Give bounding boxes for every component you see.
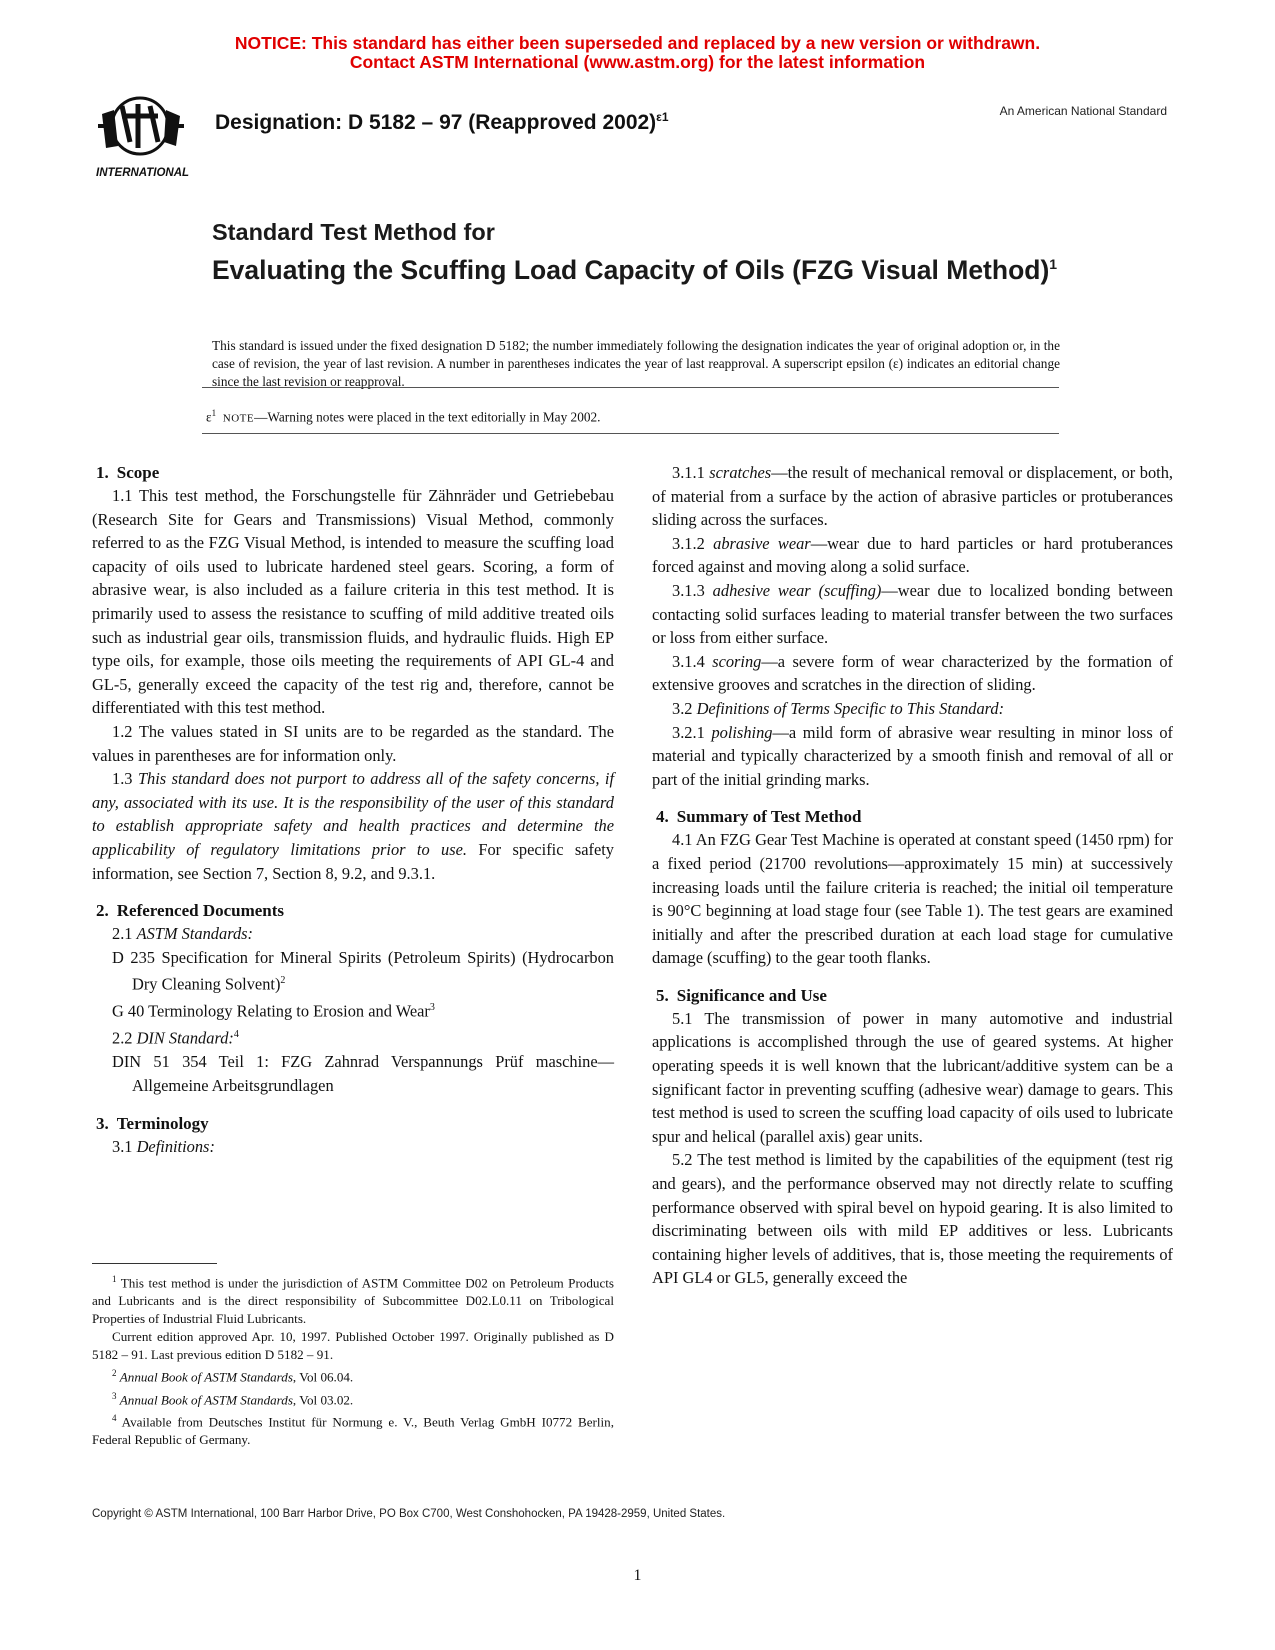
ref-d235 [92,946,614,997]
page-number: 1 [633,1567,642,1584]
section-title: Scope [116,463,160,482]
supersession-notice [0,34,1275,72]
footnote-mark: 1 [112,1274,117,1284]
reference-text: D 235 Specification for Mineral Spirits (Petroleum Spirits) (Hydrocarbon Dry Cleaning Solvent) [112,947,614,994]
section-5-heading [652,984,1173,1007]
issue-statement: This standard is issued under the fixed designation D 5182; the number immediately following the designation indicates the year of original adoption or, in the case of revision, the year of last revision. A number in parentheses indicates the year of last reapproval. A superscript epsilon (ε) indicates an editorial change since the last revision or reapproval. [212,338,1060,389]
para-4-1: 4.1 An FZG Gear Test Machine is operated at constant speed (1450 rpm) for a fixed period (21700 revolutions—approximately 15 min) at successively increasing loads until the failure criteria is reached; the initial oil temperature is 90°C beginning at load stage four (see Table 1). The test gears are examined initially and after the prescribed duration at each load stage for cumulative damage (scuffing) to the gear tooth flanks. [652,830,1173,968]
para-number: 3.1.1 [672,463,710,482]
definition: —wear due to localized bonding between contacting solid surfaces leading to material transfer between the two surfaces or loss from either surface. [652,580,1173,648]
section-number: 1. [96,463,109,482]
definition: —a mild form of abrasive wear resulting in minor loss of material and typically characterized by a smooth finish and removal of all or part of the initial grinding marks. [652,722,1173,789]
term: scratches [709,463,772,482]
national-standard-label: An American National Standard [999,104,1167,118]
para-number: 1.3 [112,769,138,789]
footnote-text: Available from Deutsches Institut für Normung e. V., Beuth Verlag GmbH I0772 Berlin, Federal Republic of Germany. [92,1414,614,1448]
para-1-3 [92,767,614,885]
section-3-heading [92,1112,614,1135]
safety-caveat: This standard does not purport to address all of the safety concerns, if any, associated with its use. It is the responsibility of the user of this standard to establish appropriate safety and health practices and determine the applicability of regulatory limitations prior to use. [92,769,614,859]
term: scoring [712,651,762,671]
para-number: 3.1 [112,1136,137,1156]
footnote-mark: 2 [112,1368,117,1379]
title-line-1: Standard Test Method for [212,219,495,245]
footnote-text: This test method is under the jurisdiction of ASTM Committee D02 on Petroleum Products and Lubricants and is the direct responsibility of Subcommittee D02.L0.11 on Tribological Properties of Industrial Fluid Lubricants. [92,1275,614,1327]
section-title: Summary of Test Method [676,807,862,827]
def-3-1-3 [652,579,1173,650]
subsection-label: DIN Standard: [136,1028,234,1048]
footnote-3 [92,1387,614,1409]
section-number: 5. [656,985,669,1005]
definition: —wear due to hard particles or hard protuberances forced against and moving along a solid surface. [652,533,1173,577]
astm-logo [92,86,202,186]
def-3-1-2 [652,532,1173,579]
para-number: 3.1.2 [672,533,714,553]
footnote-text: , Vol 06.04. [292,1369,354,1385]
notice-line-1: NOTICE: This standard has either been superseded and replaced by a new version or withdrawn. [234,33,1041,53]
definition: —the result of mechanical removal or displacement, or both, of material from a surface by the action of abrasive particles or protuberances sliding across the surfaces. [652,463,1173,530]
section-4-heading [652,805,1173,828]
epsilon-sup: 1 [211,408,217,418]
footnote-mark: 3 [112,1390,117,1401]
left-column [92,461,614,1158]
footnote-1b: Current edition approved Apr. 10, 1997. Published October 1997. Originally published as D 5182 – 91. Last previous edition D 5182 – 91. [92,1329,614,1363]
reference-text: G 40 Terminology Relating to Erosion and Wear [112,1001,430,1021]
def-3-1-1 [652,461,1173,532]
para-number: 3.2 [672,698,697,718]
footnote-1 [92,1270,614,1328]
definition: —a severe form of wear characterized by the formation of extensive grooves and scratches in the direction of sliding. [652,651,1173,695]
epsilon-mark: ε [206,409,212,425]
para-number: 2.2 [112,1028,137,1048]
logo-wordmark: INTERNATIONAL [96,167,190,179]
footnote-text: Annual Book of ASTM Standards [119,1369,293,1385]
right-column [652,461,1173,1290]
footnote-text: Annual Book of ASTM Standards [119,1392,293,1408]
footnote-mark: 2 [280,975,286,987]
divider-top [202,387,1059,388]
section-2-heading [92,899,614,922]
term: polishing [711,722,773,742]
footnotes [92,1270,614,1449]
subsection-label: Definitions: [136,1136,215,1156]
note-word: NOTE [222,412,255,425]
footnote-mark: 4 [112,1413,117,1424]
editorial-note-text: —Warning notes were placed in the text editorially in May 2002. [254,409,601,425]
subsection-label: Definitions of Terms Specific to This Standard: [696,698,1005,718]
section-number: 4. [656,807,669,827]
def-3-2-1 [652,721,1173,792]
footnote-divider [92,1263,217,1264]
term: adhesive wear (scuffing) [712,580,882,600]
subsection-label: ASTM Standards: [136,924,254,944]
term: abrasive wear [713,533,811,553]
section-title: Referenced Documents [116,901,285,921]
footnote-mark: 3 [429,1002,435,1014]
footnote-2 [92,1364,614,1386]
footnote-text: , Vol 03.02. [292,1392,354,1408]
para-5-2: 5.2 The test method is limited by the capabilities of the equipment (test rig and gears), and the performance observed may not directly relate to scuffing performance observed with spiral bevel on hypoid gearing. It is also limited to discriminating between oils with mild EP additives or less. Lubricants containing higher levels of additives, that is, those meeting the requirements of API GL4 or GL5, generally exceed the [652,1150,1173,1288]
designation-text: Designation: D 5182 – 97 (Reapproved 2002) [215,111,657,134]
def-3-1-4 [652,650,1173,697]
document-title [212,216,1092,286]
divider-bottom [202,433,1059,434]
para-number: 3.1.4 [672,651,713,671]
section-number: 3. [96,1113,109,1133]
section-title: Significance and Use [676,985,827,1005]
ref-din: DIN 51 354 Teil 1: FZG Zahnrad Verspannungs Prüf maschine—Allgemeine Arbeitsgrundlagen [112,1052,614,1096]
section-number: 2. [96,901,109,921]
designation-epsilon: ε1 [656,110,669,124]
ref-g40 [92,996,614,1023]
para-1-1: 1.1 This test method, the Forschungstelle für Zähnräder und Getriebebau (Research Site for Gears and Transmissions) Visual Method, commonly referred to as the FZG Visual Method, is intended to measure the scuffing load capacity of oils used to lubricate hardened steel gears. Scoring, a form of abrasive wear, is also included as a failure criteria in this test method. It is primarily used to assess the resistance to scuffing of mild additive treated oils such as industrial gear oils, transmission fluids, and hydraulic fluids. High EP type oils, for example, those oils meeting the requirements of API GL-4 and GL-5, generally exceed the capacity of the test rig and, therefore, cannot be differentiated with this test method. [92,486,614,718]
para-5-1: 5.1 The transmission of power in many automotive and industrial applications is accomplished through the use of geared systems. At higher operating speeds it is well known that the lubricant/additive system can be a significant factor in preventing scuffing (adhesive wear) damage to gears. This test method is used to screen the scuffing load capacity of oils used to lubricate spur and helical (parallel axis) gear units. [652,1008,1173,1146]
para-2-2 [92,1023,614,1050]
para-number: 3.2.1 [672,722,712,742]
copyright-line: Copyright © ASTM International, 100 Barr Harbor Drive, PO Box C700, West Conshohocken, PA 19428-2959, United States. [92,1508,726,1520]
designation [215,110,669,135]
para-3-2 [652,697,1173,721]
section-1-heading [92,461,614,484]
safety-reference: For specific safety information, see Section 7, Section 8, 9.2, and 9.3.1. [92,839,614,883]
para-2-1 [92,922,614,946]
editorial-note [206,408,600,425]
para-number: 2.1 [112,924,137,944]
footnote-mark: 4 [233,1029,239,1041]
notice-line-2: Contact ASTM International (www.astm.org) for the latest information [349,52,926,72]
title-line-2: Evaluating the Scuffing Load Capacity of Oils (FZG Visual Method) [212,254,1050,285]
section-title: Terminology [116,1113,209,1133]
para-number: 3.1.3 [672,580,713,600]
para-3-1 [92,1135,614,1159]
para-1-2: 1.2 The values stated in SI units are to be regarded as the standard. The values in parentheses are for information only. [92,721,614,765]
footnote-4 [92,1409,614,1449]
title-footnote-mark: 1 [1049,256,1058,272]
